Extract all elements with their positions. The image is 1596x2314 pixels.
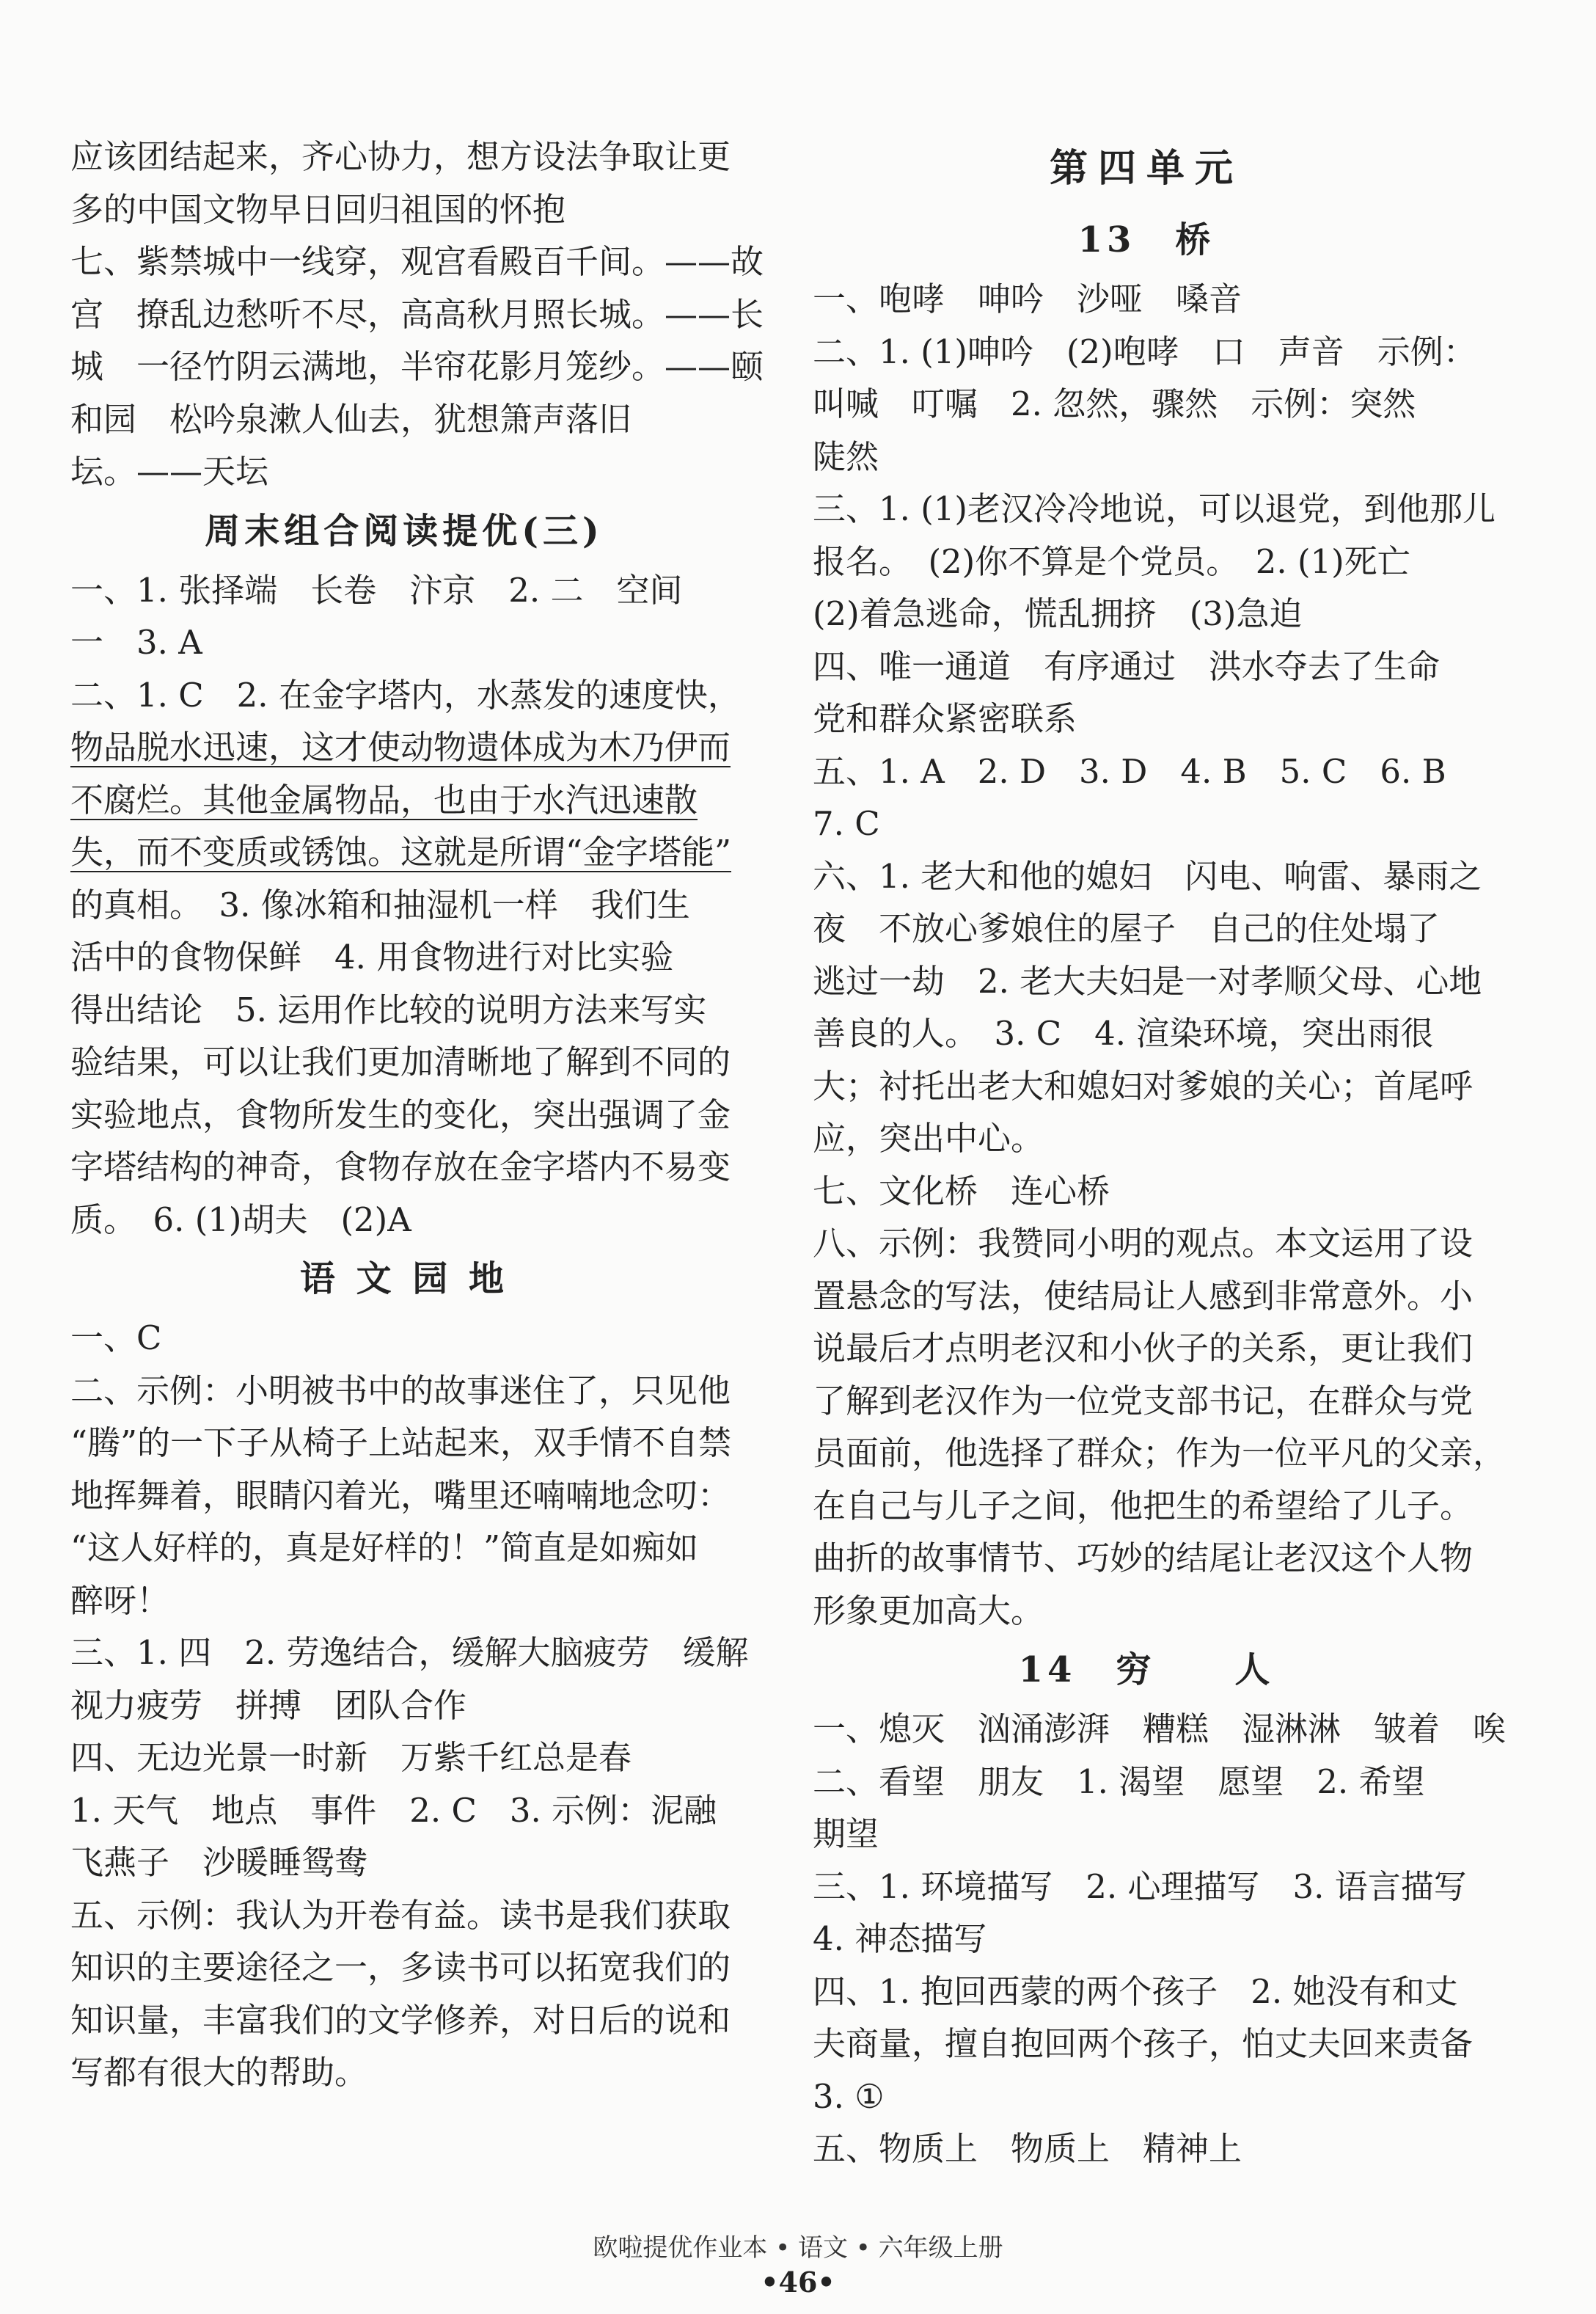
text-line: 二、1. C 2. 在金字塔内，水蒸发的速度快， bbox=[70, 675, 741, 715]
text-line: 陡然 bbox=[813, 437, 879, 476]
text-line: 逃过一劫 2. 老大夫妇是一对孝顺父母、心地 bbox=[813, 961, 1482, 1001]
text-line: 期望 bbox=[813, 1814, 879, 1853]
text-line: 写都有很大的帮助。 bbox=[70, 2053, 368, 2092]
text-line: 二、看望 朋友 1. 渴望 愿望 2. 希望 bbox=[813, 1762, 1425, 1801]
text-line: (2)着急逃命，慌乱拥挤 (3)急迫 bbox=[813, 594, 1303, 633]
text-line: 七、文化桥 连心桥 bbox=[813, 1171, 1110, 1211]
underlined-text-line: 不腐烂。其他金属物品，也由于水汽迅速散 bbox=[70, 780, 698, 820]
text-line: 4. 神态描写 bbox=[813, 1919, 987, 1958]
text-line: 醉呀！ bbox=[70, 1580, 170, 1620]
text-line: 党和群众紧密联系 bbox=[813, 699, 1077, 738]
lesson-13-title: 13 桥 bbox=[1077, 219, 1215, 260]
text-line: 地挥舞着，眼睛闪着光，嘴里还喃喃地念叨： bbox=[70, 1475, 731, 1515]
text-line: 和园 松吟泉漱人仙去，犹想箫声落旧 bbox=[70, 399, 632, 439]
text-line: 视力疲劳 拼搏 团队合作 bbox=[70, 1685, 467, 1725]
text-line: 六、1. 老大和他的媳妇 闪电、响雷、暴雨之 bbox=[813, 856, 1482, 896]
text-line: 置悬念的写法，使结局让人感到非常意外。小 bbox=[813, 1276, 1474, 1315]
text-line: 得出结论 5. 运用作比较的说明方法来写实 bbox=[70, 990, 707, 1029]
text-line: 员面前，他选择了群众；作为一位平凡的父亲， bbox=[813, 1434, 1507, 1472]
text-line: 一、1. 张择端 长卷 汴京 2. 二 空间 bbox=[70, 570, 683, 610]
text-line: 四、唯一通道 有序通过 洪水夺去了生命 bbox=[813, 646, 1441, 686]
text-line: 五、示例：我认为开卷有益。读书是我们获取 bbox=[70, 1895, 731, 1935]
section-title-weekend-reading: 周末组合阅读提优(三) bbox=[205, 510, 604, 552]
text-line: 五、1. A 2. D 3. D 4. B 5. C 6. B bbox=[813, 751, 1446, 791]
intro-block bbox=[70, 131, 764, 498]
text-line: 知识量，丰富我们的文学修养，对日后的说和 bbox=[70, 2000, 731, 2040]
text-line: 飞燕子 沙暖睡鸳鸯 bbox=[70, 1843, 368, 1882]
text-line: 应，突出中心。 bbox=[813, 1119, 1044, 1158]
text-line: 三、1. 四 2. 劳逸结合，缓解大脑疲劳 缓解 bbox=[70, 1633, 749, 1672]
text-line: 四、1. 抱回西蒙的两个孩子 2. 她没有和丈 bbox=[813, 1971, 1458, 2011]
lesson-14-answers bbox=[813, 1703, 1507, 2175]
lesson-13-answers bbox=[813, 273, 1507, 1637]
text-line: 说最后才点明老汉和小伙子的关系，更让我们 bbox=[813, 1329, 1474, 1368]
text-line: 五、物质上 物质上 精神上 bbox=[813, 2129, 1242, 2168]
text-line: 应该团结起来，齐心协力，想方设法争取让更 bbox=[70, 137, 731, 176]
right-column bbox=[813, 131, 1507, 2175]
text-line: 宫 撩乱边愁听不尽，高高秋月照长城。——长 bbox=[70, 294, 764, 334]
text-line: 四、无边光景一时新 万紫千红总是春 bbox=[70, 1738, 632, 1777]
text-line: 七、紫禁城中一线穿，观宫看殿百千间。——故 bbox=[70, 242, 764, 281]
footer-book-title: 欧啦提优作业本 • 语文 • 六年级上册 bbox=[593, 2233, 1003, 2263]
text-line: 善良的人。 3. C 4. 渲染环境，突出雨很 bbox=[813, 1014, 1434, 1053]
text-line: “这人好样的，真是好样的！”简直是如痴如 bbox=[70, 1528, 699, 1567]
text-line: 夜 不放心爹娘住的屋子 自己的住处塌了 bbox=[813, 909, 1441, 948]
text-line: 多的中国文物早日回归祖国的怀抱 bbox=[70, 189, 566, 229]
text-line: 字塔结构的神奇，食物存放在金字塔内不易变 bbox=[70, 1147, 731, 1186]
text-line: 城 一径竹阴云满地，半帘花影月笼纱。——颐 bbox=[70, 347, 764, 386]
chinese-garden-answers bbox=[70, 1312, 749, 2099]
text-line: 一 3. A bbox=[70, 623, 202, 662]
text-line: 叫喊 叮嘱 2. 忽然，骤然 示例：突然 bbox=[813, 384, 1416, 423]
text-line: 一、C bbox=[70, 1318, 162, 1357]
weekend-reading-answers bbox=[70, 564, 741, 1247]
text-line: 三、1. 环境描写 2. 心理描写 3. 语言描写 bbox=[813, 1866, 1467, 1906]
text-line: 实验地点，食物所发生的变化，突出强调了金 bbox=[70, 1095, 731, 1134]
text-line: 二、1. (1)呻吟 (2)咆哮 口 声音 示例： bbox=[813, 332, 1476, 371]
unit-title: 第四单元 bbox=[1049, 146, 1243, 191]
text-line: 夫商量，擅自抱回两个孩子，怕丈夫回来责备 bbox=[813, 2024, 1474, 2063]
text-line: 报名。 (2)你不算是个党员。 2. (1)死亡 bbox=[813, 541, 1410, 581]
underlined-text-line: 失，而不变质或锈蚀。这就是所谓“金字塔能” bbox=[70, 833, 732, 872]
text-line: 的真相。 3. 像冰箱和抽湿机一样 我们生 bbox=[70, 885, 690, 924]
text-line: 知识的主要途径之一，多读书可以拓宽我们的 bbox=[70, 1948, 731, 1987]
underlined-text-line: 物品脱水迅速，这才使动物遗体成为木乃伊而 bbox=[70, 728, 731, 767]
text-line: 一、咆哮 呻吟 沙哑 嗓音 bbox=[813, 280, 1242, 318]
left-column bbox=[70, 131, 764, 2099]
text-line: 7. C bbox=[813, 804, 880, 843]
text-line: 八、示例：我赞同小明的观点。本文运用了设 bbox=[813, 1224, 1474, 1263]
text-line: 在自己与儿子之间，他把生的希望给了儿子。 bbox=[813, 1486, 1474, 1525]
text-line: 一、熄灭 汹涌澎湃 糟糕 湿淋淋 皱着 唉 bbox=[813, 1709, 1507, 1748]
text-line: 1. 天气 地点 事件 2. C 3. 示例：泥融 bbox=[70, 1790, 717, 1830]
text-line: 活中的食物保鲜 4. 用食物进行对比实验 bbox=[70, 938, 674, 977]
text-line: 验结果，可以让我们更加清晰地了解到不同的 bbox=[70, 1043, 731, 1081]
text-line: 大；衬托出老大和媳妇对爹娘的关心；首尾呼 bbox=[813, 1066, 1474, 1106]
text-line: 三、1. (1)老汉冷冷地说，可以退党，到他那儿 bbox=[813, 489, 1496, 528]
lesson-14-title: 14 穷 人 bbox=[1018, 1649, 1275, 1690]
page-number: •46• bbox=[761, 2266, 835, 2299]
text-line: 3. ① bbox=[813, 2076, 885, 2116]
text-line: 曲折的故事情节、巧妙的结尾让老汉这个人物 bbox=[813, 1539, 1474, 1577]
text-line: 形象更加高大。 bbox=[813, 1591, 1044, 1630]
text-line: 坛。——天坛 bbox=[70, 452, 269, 491]
text-line: 二、示例：小明被书中的故事迷住了，只见他 bbox=[70, 1370, 731, 1410]
text-line: 了解到老汉作为一位党支部书记，在群众与党 bbox=[813, 1381, 1474, 1420]
text-line: 质。 6. (1)胡夫 (2)A bbox=[70, 1200, 411, 1239]
section-title-chinese-garden: 语 文 园 地 bbox=[299, 1258, 509, 1299]
text-line: “腾”的一下子从椅子上站起来，双手情不自禁 bbox=[70, 1423, 732, 1462]
